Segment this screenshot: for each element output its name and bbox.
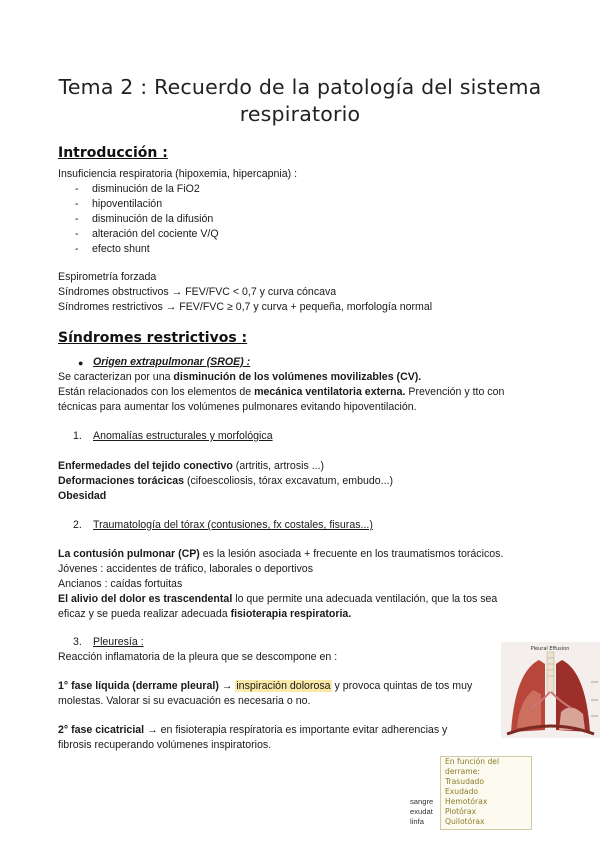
paragraph-line: molestas. Valorar si su evacuación es necesaria o no. [58, 695, 311, 707]
paragraph-line: Reacción inflamatoria de la pleura que se descompone en : [58, 651, 338, 663]
paragraph-line: Jóvenes : accidentes de tráfico, laborales o deportivos [58, 563, 313, 575]
restrictive-text: Síndromes restrictivos → FEV/FVC ≥ 0,7 y curva + pequeña, morfología normal [58, 301, 433, 313]
numbered-heading: Anomalías estructurales y morfológica [93, 430, 273, 442]
note-line: derrame: [445, 767, 480, 776]
paragraph-line: 1° fase líquida (derrame pleural) → inspiración dolorosa y provoca quintas de tos muy [58, 680, 473, 692]
list-item: disminución de la difusión [92, 213, 214, 225]
note-line: Trasudado [445, 777, 485, 786]
paragraph-line: Se caracterizan por una disminución de los volúmenes movilizables (CV). [58, 371, 422, 383]
paragraph-line: Ancianos : caídas fortuitas [58, 578, 183, 590]
paragraph-line: 2° fase cicatricial → en fisioterapia respiratoria es importante evitar adherencias y [58, 724, 448, 736]
list-number: 1. [73, 430, 82, 442]
list-item: hipoventilación [92, 198, 163, 210]
figure-caption: Pleural Effusion [530, 646, 570, 652]
list-item: efecto shunt [92, 243, 150, 255]
intro-heading: Introducción : [58, 145, 168, 161]
derrame-note-table [440, 756, 532, 830]
paragraph-line: fibrosis recuperando volúmenes inspiratorios. [58, 739, 272, 751]
paragraph-line: técnicas para aumentar los volúmenes pulmonares evitando hipoventilación. [58, 401, 417, 413]
note-line: Exudado [445, 787, 479, 796]
list-dash: - [75, 198, 79, 210]
list-number: 2. [73, 519, 82, 531]
side-note: sangre [410, 797, 434, 806]
paragraph-line: Deformaciones torácicas (cifoescoliosis, tórax excavatum, embudo...) [58, 475, 394, 487]
numbered-heading: Traumatología del tórax (contusiones, fx costales, fisuras...) [93, 519, 373, 531]
page-title: Tema 2 : Recuerdo de la patología del sistema respiratorio [58, 75, 542, 126]
intro-line: Insuficiencia respiratoria (hipoxemia, hipercapnia) : [58, 168, 298, 180]
list-item: alteración del cociente V/Q [92, 228, 219, 240]
bullet-subheading: Origen extrapulmonar (SROE) : [93, 356, 251, 368]
side-note: exudat [410, 807, 433, 816]
paragraph-line: Obesidad [58, 490, 107, 502]
list-dash: - [75, 183, 79, 195]
numbered-heading: Pleuresía : [93, 636, 144, 648]
paragraph-line: Están relacionados con los elementos de mecánica ventilatoria externa. Prevención y tto con [58, 386, 505, 398]
side-note: linfa [410, 817, 424, 826]
paragraph-line: El alivio del dolor es trascendental lo que permite una adecuada ventilación, que la tos sea [58, 593, 498, 605]
paragraph-line: La contusión pulmonar (CP) es la lesión asociada + frecuente en los traumatismos torácicos. [58, 548, 504, 560]
list-number: 3. [73, 636, 82, 648]
list-dash: - [75, 228, 79, 240]
obstructive-text: Síndromes obstructivos → FEV/FVC < 0,7 y curva cóncava [58, 286, 337, 298]
note-line: Quilotórax [445, 817, 485, 826]
spirometry-text: Espirometría forzada [58, 271, 157, 283]
bullet-dot: ● [78, 358, 84, 368]
note-line: Piotórax [445, 807, 477, 816]
list-dash: - [75, 213, 79, 225]
list-item: disminución de la FiO2 [92, 183, 200, 195]
note-line: Hemotórax [445, 797, 488, 806]
list-dash: - [75, 243, 79, 255]
restrictive-heading: Síndromes restrictivos : [58, 330, 248, 346]
pleural-effusion-illustration [501, 642, 600, 738]
paragraph-line: Enfermedades del tejido conectivo (artritis, artrosis ...) [58, 460, 325, 472]
note-line: En función del [445, 757, 500, 766]
paragraph-line: eficaz y se pueda realizar adecuada fisioterapia respiratoria. [58, 608, 352, 620]
highlighted-text: inspiración dolorosa [236, 680, 331, 692]
